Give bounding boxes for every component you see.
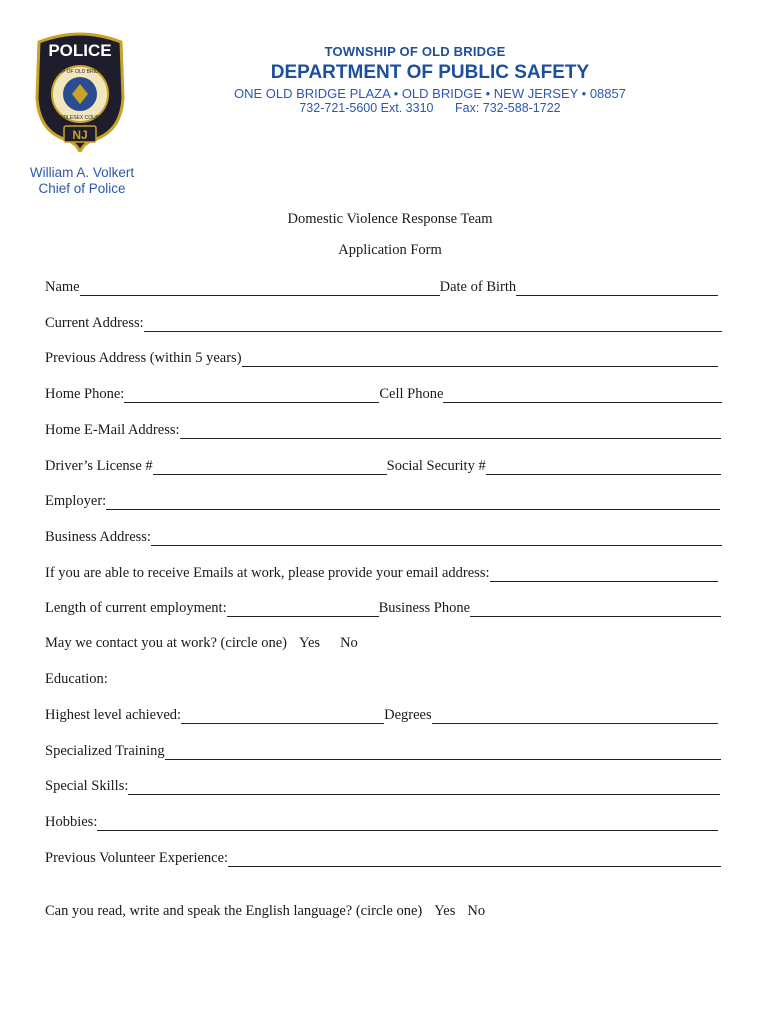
home-email-label: Home E-Mail Address:: [45, 422, 180, 438]
row-business-address: [45, 526, 722, 546]
contact-yes-option[interactable]: Yes: [298, 635, 321, 651]
row-specialized-training: [45, 740, 721, 760]
hobbies-label: Hobbies:: [45, 814, 98, 830]
form-subtitle: Application Form: [338, 242, 442, 258]
row-highest-level: [45, 704, 718, 724]
english-label: Can you read, write and speak the English language? (circle one): [45, 903, 423, 919]
volunteer-exp-field[interactable]: [228, 852, 721, 867]
degrees-label: Degrees: [384, 707, 432, 723]
department-heading: DEPARTMENT OF PUBLIC SAFETY: [270, 62, 590, 83]
current-address-label: Current Address:: [45, 315, 144, 331]
badge-ring-text-bottom: MIDDLESEX COUNTY: [54, 115, 106, 121]
length-employment-label: Length of current employment:: [45, 600, 227, 616]
specialized-training-label: Specialized Training: [45, 743, 165, 759]
police-badge-logo: [33, 28, 127, 152]
row-contact-work: [45, 632, 358, 652]
chief-name: William A. Volkert: [29, 165, 135, 180]
row-employment: [45, 597, 721, 617]
volunteer-exp-label: Previous Volunteer Experience:: [45, 850, 229, 866]
form-title: Domestic Violence Response Team: [287, 211, 493, 227]
row-previous-address: [45, 347, 718, 367]
dob-label: Date of Birth: [439, 279, 517, 295]
badge-ring-text-top: TWP OF OLD BRIDGE: [54, 69, 106, 75]
home-email-field[interactable]: [180, 424, 721, 439]
business-address-label: Business Address:: [45, 529, 151, 545]
education-label: Education:: [45, 671, 108, 687]
department-phones: [250, 101, 610, 115]
business-phone-field[interactable]: [470, 602, 721, 617]
row-english: [45, 900, 485, 920]
hobbies-field[interactable]: [97, 816, 718, 831]
drivers-license-field[interactable]: [153, 460, 387, 475]
previous-address-field[interactable]: [242, 352, 718, 367]
contact-no-option[interactable]: No: [340, 635, 358, 651]
current-address-field[interactable]: [144, 317, 722, 332]
length-employment-field[interactable]: [227, 602, 379, 617]
work-email-label: If you are able to receive Emails at work, please provide your email address:: [45, 565, 490, 581]
row-education: [45, 668, 108, 688]
row-employer: [45, 490, 720, 510]
ssn-label: Social Security #: [386, 458, 486, 474]
row-volunteer-exp: [45, 847, 721, 867]
degrees-field[interactable]: [432, 709, 718, 724]
highest-level-label: Highest level achieved:: [45, 707, 182, 723]
row-hobbies: [45, 811, 718, 831]
english-yes-option[interactable]: Yes: [434, 903, 456, 919]
cell-phone-label: Cell Phone: [379, 386, 444, 402]
row-home-email: [45, 419, 721, 439]
business-address-field[interactable]: [151, 531, 722, 546]
row-name-dob: [45, 276, 718, 296]
specialized-training-field[interactable]: [165, 745, 721, 760]
employer-field[interactable]: [106, 495, 720, 510]
ssn-field[interactable]: [486, 460, 721, 475]
row-license-ssn: [45, 455, 721, 475]
chief-title: Chief of Police: [38, 181, 126, 196]
special-skills-field[interactable]: [128, 780, 720, 795]
row-special-skills: [45, 775, 720, 795]
drivers-license-label: Driver’s License #: [45, 458, 153, 474]
row-work-email: [45, 562, 718, 582]
previous-address-label: Previous Address (within 5 years): [45, 350, 242, 366]
row-current-address: [45, 312, 722, 332]
english-no-option[interactable]: No: [467, 903, 486, 919]
fax-number: Fax: 732-588-1722: [454, 101, 561, 115]
township-heading: TOWNSHIP OF OLD BRIDGE: [324, 44, 506, 59]
row-phones: [45, 383, 722, 403]
dob-field[interactable]: [516, 281, 718, 296]
name-field[interactable]: [80, 281, 440, 296]
home-phone-label: Home Phone:: [45, 386, 125, 402]
home-phone-field[interactable]: [124, 388, 379, 403]
employer-label: Employer:: [45, 493, 107, 509]
work-email-field[interactable]: [490, 567, 719, 582]
contact-work-label: May we contact you at work? (circle one): [45, 635, 287, 651]
department-address: ONE OLD BRIDGE PLAZA • OLD BRIDGE • NEW JERSEY • 08857: [234, 86, 626, 101]
business-phone-label: Business Phone: [378, 600, 471, 616]
special-skills-label: Special Skills:: [45, 778, 129, 794]
cell-phone-field[interactable]: [443, 388, 722, 403]
badge-top-text: POLICE: [48, 41, 112, 60]
badge-bottom-text: NJ: [72, 128, 88, 142]
highest-level-field[interactable]: [181, 709, 384, 724]
phone-number: 732-721-5600 Ext. 3310: [299, 101, 434, 115]
name-label: Name: [45, 279, 80, 295]
